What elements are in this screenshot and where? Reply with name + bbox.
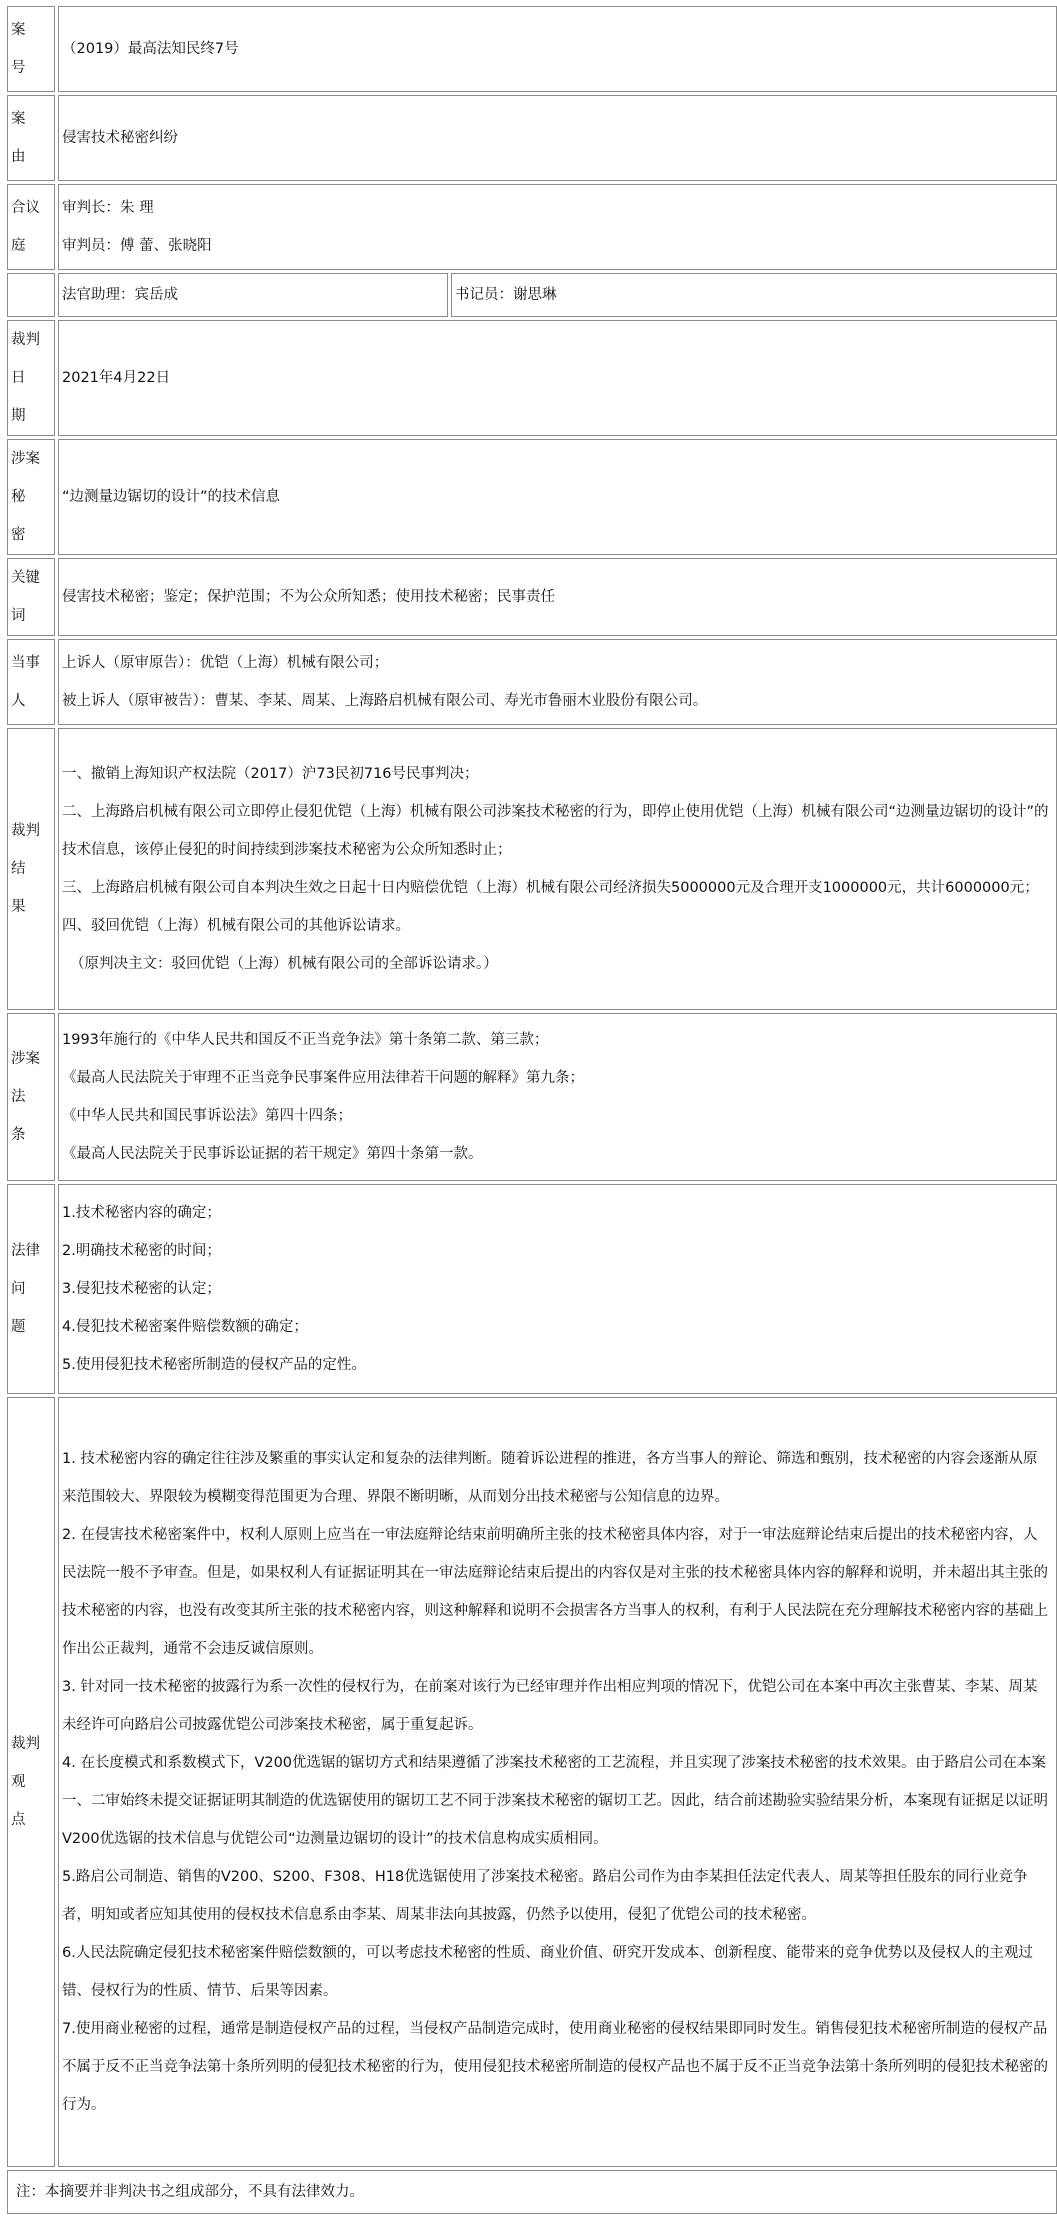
label-empty: [7, 273, 55, 317]
issue-item: 5.使用侵犯技术秘密所制造的侵权产品的定性。: [62, 1357, 366, 1373]
label-trade-secret: 涉案秘 密: [7, 439, 55, 555]
row-legal-issues: [7, 1184, 1057, 1394]
result-item: 一、撤销上海知识产权法院（2017）沪73民初716号民事判决；: [62, 766, 479, 782]
appellant: 上诉人（原审原告）：优铠（上海）机械有限公司；: [62, 655, 389, 671]
row-judgment-date: [7, 320, 1057, 436]
label-case-number: 案 号: [7, 6, 55, 92]
issue-item: 1.技术秘密内容的确定；: [62, 1205, 221, 1221]
issue-item: 4.侵犯技术秘密案件赔偿数额的确定；: [62, 1319, 308, 1335]
case-number-value: （2019）最高法知民终7号: [58, 6, 1057, 92]
result-item: （原判决主文：驳回优铠（上海）机械有限公司的全部诉讼请求。）: [70, 956, 498, 972]
chief-judge: 审判长：朱 理: [62, 200, 154, 216]
view-item: 2. 在侵害技术秘密案件中，权利人原则上应当在一审法庭辩论结束前明确所主张的技术秘密具体内容，对于一审法庭辩论结束后提出的技术秘密内容，人民法院一般不予审查。但是，如果权利人有证据证明其在一审法庭辩论结束后提出的内容仅是对主张的技术秘密具体内容的解释和说明，并未超出其主张的技术秘密的内容，也没有改变其所主张的技术秘密内容，则这种解释和说明不会损害各方当事人的权利，有利于人民法院在充分理解技术秘密内容的基础上作出公正裁判，通常不会违反诚信原则。: [62, 1527, 1048, 1657]
label-cause: 案 由: [7, 95, 55, 181]
keywords-value: 侵害技术秘密；鉴定；保护范围；不为公众所知悉；使用技术秘密；民事责任: [58, 558, 1057, 636]
law-item: 《中华人民共和国民事诉讼法》第四十四条；: [62, 1108, 352, 1124]
label-keywords: 关键词: [7, 558, 55, 636]
row-judicial-views: [7, 1397, 1057, 2167]
label-panel: 合议庭: [7, 184, 55, 270]
label-legal-issues: 法律问 题: [7, 1184, 55, 1394]
row-cause: [7, 95, 1057, 181]
parties-value: [58, 639, 1057, 725]
law-item: 《最高人民法院关于民事诉讼证据的若干规定》第四十条第一款。: [62, 1146, 483, 1162]
issue-item: 2.明确技术秘密的时间；: [62, 1243, 221, 1259]
judge-assistant: 法官助理：宾岳成: [58, 273, 448, 317]
label-judicial-views: 裁判观 点: [7, 1397, 55, 2167]
row-parties: [7, 639, 1057, 725]
label-legal-provisions: 涉案法 条: [7, 1013, 55, 1181]
view-item: 3. 针对同一技术秘密的披露行为系一次性的侵权行为，在前案对该行为已经审理并作出相应判项的情况下，优铠公司在本案中再次主张曹某、李某、周某未经许可向路启公司披露优铠公司涉案技术秘密，属于重复起诉。: [62, 1679, 1038, 1733]
law-item: 《最高人民法院关于审理不正当竞争民事案件应用法律若干问题的解释》第九条；: [62, 1070, 584, 1086]
judgment-result-value: [58, 728, 1057, 1010]
trade-secret-value: “边测量边锯切的设计”的技术信息: [58, 439, 1057, 555]
result-item: 二、上海路启机械有限公司立即停止侵犯优铠（上海）机械有限公司涉案技术秘密的行为，即停止使用优铠（上海）机械有限公司“边测量边锯切的设计”的技术信息，该停止侵犯的时间持续到涉案技术秘密为公众所知悉时止；: [62, 804, 1049, 858]
view-item: 5.路启公司制造、销售的V200、S200、F308、H18优选锯使用了涉案技术秘密。路启公司作为由李某担任法定代表人、周某等担任股东的同行业竞争者，明知或者应知其使用的侵权技术信息系由李某、周某非法向其披露，仍然予以使用，侵犯了优铠公司的技术秘密。: [62, 1869, 1028, 1923]
disclaimer-note: 注：本摘要并非判决书之组成部分，不具有法律效力。: [7, 2170, 1057, 2214]
row-trade-secret: [7, 439, 1057, 555]
view-item: 1. 技术秘密内容的确定往往涉及繁重的事实认定和复杂的法律判断。随着诉讼进程的推进，各方当事人的辩论、筛选和甄别，技术秘密的内容会逐渐从原来范围较大、界限较为模糊变得范围更为合理、界限不断明晰，从而划分出技术秘密与公知信息的边界。: [62, 1451, 1038, 1505]
case-summary-table: [4, 3, 1057, 2217]
legal-issues-value: [58, 1184, 1057, 1394]
label-judgment-date: 裁判日 期: [7, 320, 55, 436]
label-parties: 当事人: [7, 639, 55, 725]
cause-value: 侵害技术秘密纠纷: [58, 95, 1057, 181]
panel-value: [58, 184, 1057, 270]
row-keywords: [7, 558, 1057, 636]
label-judgment-result: 裁判结 果: [7, 728, 55, 1010]
clerk: 书记员：谢思琳: [451, 273, 1057, 317]
judges: 审判员：傅 蕾、张晓阳: [62, 238, 212, 254]
view-item: 7.使用商业秘密的过程，通常是制造侵权产品的过程，当侵权产品制造完成时，使用商业秘密的侵权结果即同时发生。销售侵犯技术秘密所制造的侵权产品不属于反不正当竞争法第十条所列明的侵犯技术秘密的行为，使用侵犯技术秘密所制造的侵权产品也不属于反不正当竞争法第十条所列明的侵犯技术秘密的行为。: [62, 2021, 1048, 2113]
row-panel: [7, 184, 1057, 270]
view-item: 4. 在长度模式和系数模式下，V200优选锯的锯切方式和结果遵循了涉案技术秘密的工艺流程，并且实现了涉案技术秘密的技术效果。由于路启公司在本案一、二审始终未提交证据证明其制造的优选锯使用的锯切工艺不同于涉案技术秘密的锯切工艺。因此，结合前述勘验实验结果分析，本案现有证据足以证明V200优选锯的技术信息与优铠公司“边测量边锯切的设计”的技术信息构成实质相同。: [62, 1755, 1048, 1847]
result-item: 四、驳回优铠（上海）机械有限公司的其他诉讼请求。: [62, 918, 410, 934]
row-assistant-clerk: [7, 273, 1057, 317]
legal-provisions-value: [58, 1013, 1057, 1181]
row-case-number: [7, 6, 1057, 92]
judicial-views-value: [58, 1397, 1057, 2167]
judgment-date-value: 2021年4月22日: [58, 320, 1057, 436]
row-legal-provisions: [7, 1013, 1057, 1181]
row-disclaimer: [7, 2170, 1057, 2214]
law-item: 1993年施行的《中华人民共和国反不正当竞争法》第十条第二款、第三款；: [62, 1032, 549, 1048]
result-item: 三、上海路启机械有限公司自本判决生效之日起十日内赔偿优铠（上海）机械有限公司经济损失5000000元及合理开支1000000元，共计6000000元；: [62, 880, 1039, 896]
view-item: 6.人民法院确定侵犯技术秘密案件赔偿数额的，可以考虑技术秘密的性质、商业价值、研究开发成本、创新程度、能带来的竞争优势以及侵权人的主观过错、侵权行为的性质、情节、后果等因素。: [62, 1945, 1033, 1999]
row-judgment-result: [7, 728, 1057, 1010]
issue-item: 3.侵犯技术秘密的认定；: [62, 1281, 221, 1297]
appellee: 被上诉人（原审被告）：曹某、李某、周某、上海路启机械有限公司、寿光市鲁丽木业股份有限公司。: [62, 693, 708, 709]
